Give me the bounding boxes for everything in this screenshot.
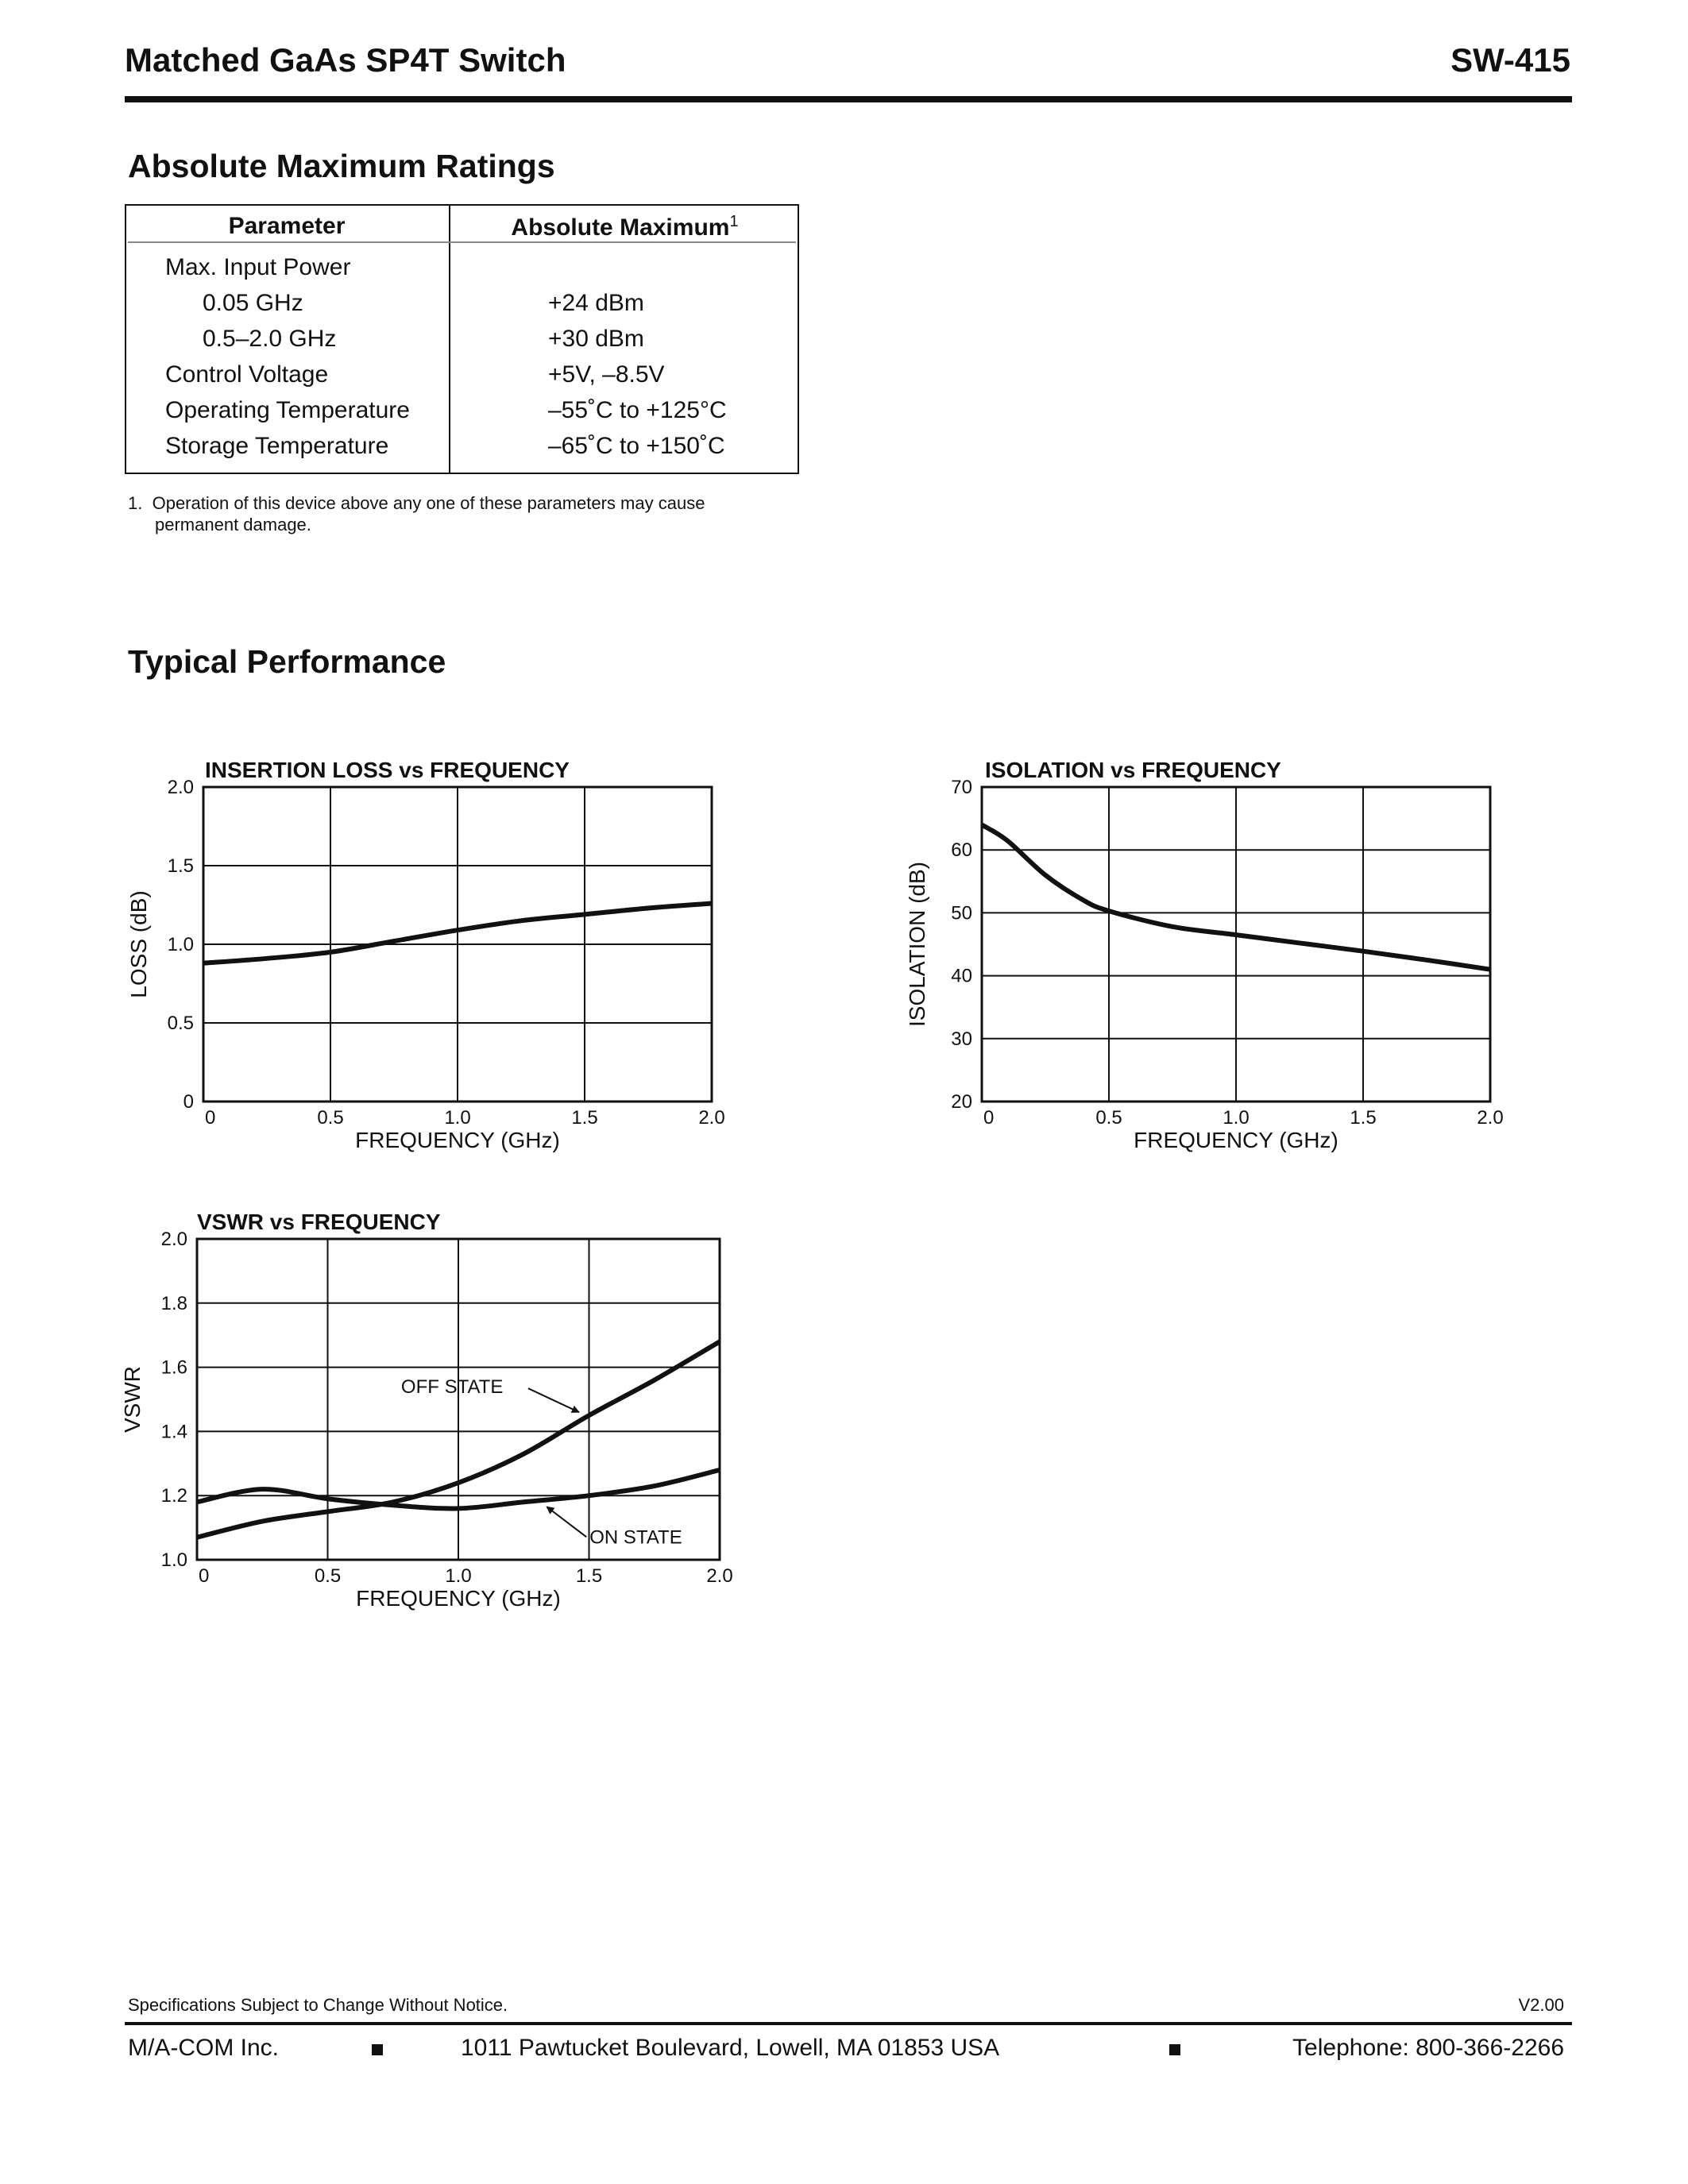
ratings-footnote [128,492,705,535]
ratings-col-parameter: Parameter [228,213,346,239]
bullet-separator [1169,2044,1180,2055]
insertion-loss-chart [111,743,747,1156]
isolation-y-tick-label: 20 [951,1091,972,1113]
insertion-loss-x-tick-label: 0.5 [317,1107,344,1129]
insertion-loss-x-axis-label: FREQUENCY (GHz) [355,1128,560,1152]
vswr-y-tick-label: 1.8 [160,1292,187,1314]
ratings-row-value: –55˚C to +125°C [548,397,727,423]
part-number: SW-415 [1450,41,1570,79]
insertion-loss-y-tick-label: 2.0 [167,777,194,798]
vswr-chart [111,1191,747,1636]
ratings-col-absolute-maximum: Absolute Maximum$^1$ [511,213,739,241]
vswr-y-axis-label: VSWR [120,1366,145,1433]
vswr-x-tick-label: 2.0 [706,1565,733,1587]
vswr-y-tick-label: 1.6 [160,1356,187,1379]
ratings-row-param: Storage Temperature [165,433,389,459]
isolation-chart [890,743,1525,1156]
ratings-row-param: 0.05 GHz [203,290,303,316]
bullet-separator [372,2044,383,2055]
ratings-column-divider [449,204,450,474]
isolation-y-tick-label: 40 [951,965,972,987]
vswr-y-tick-label: 2.0 [160,1229,187,1250]
footer-rule [125,2022,1572,2025]
isolation-x-tick-label: 0 [983,1107,995,1129]
ratings-row-value: +5V, –8.5V [548,361,665,388]
isolation-x-axis-label: FREQUENCY (GHz) [1134,1128,1338,1152]
insertion-loss-y-axis-label: LOSS (dB) [126,890,151,998]
vswr-chart-title: VSWR vs FREQUENCY [197,1210,441,1234]
vswr-x-tick-label: 0 [199,1565,210,1587]
vswr-y-tick-label: 1.2 [160,1485,187,1507]
insertion-loss-x-tick-label: 0 [205,1107,216,1129]
insertion-loss-y-tick-label: 0.5 [167,1013,194,1034]
ratings-row-param: 0.5–2.0 GHz [203,326,337,352]
insertion-loss-x-tick-label: 1.0 [444,1107,471,1129]
footnote-line-2: permanent damage. [155,515,311,534]
isolation-y-tick-label: 60 [951,839,972,862]
insertion-loss-x-tick-label: 1.5 [571,1107,598,1129]
performance-heading: Typical Performance [128,643,446,680]
insertion-loss-chart-title: INSERTION LOSS vs FREQUENCY [205,758,570,782]
annotation-label: ON STATE [589,1526,682,1549]
ratings-row-param: Max. Input Power [165,254,351,280]
insertion-loss-x-tick-label: 2.0 [698,1107,725,1129]
vswr-x-tick-label: 0.5 [314,1565,342,1587]
isolation-x-tick-label: 2.0 [1477,1107,1504,1129]
annotation-arrow [547,1507,586,1537]
isolation-chart-title: ISOLATION vs FREQUENCY [985,758,1281,782]
insertion-loss-y-tick-label: 0 [183,1091,194,1113]
ratings-heading: Absolute Maximum Ratings [128,148,555,184]
version-label: V2.00 [1518,1995,1564,2015]
ratings-row-value: +30 dBm [548,326,644,352]
vswr-y-tick-label: 1.0 [160,1549,187,1571]
document-title: Matched GaAs SP4T Switch [125,41,566,79]
disclaimer: Specifications Subject to Change Without Notice. [128,1995,508,2015]
ratings-row-value: +24 dBm [548,290,644,316]
insertion-loss-y-tick-label: 1.0 [167,934,194,955]
insertion-loss-y-tick-label: 1.5 [167,855,194,877]
vswr-x-tick-label: 1.5 [575,1565,603,1587]
ratings-row-param: Operating Temperature [165,397,410,423]
isolation-x-tick-label: 0.5 [1095,1107,1122,1129]
ratings-row-param: Control Voltage [165,361,329,388]
company-phone: Telephone: 800-366-2266 [1292,2035,1564,2061]
ratings-header-rule [128,241,796,243]
footnote-number: 1. [128,493,143,513]
isolation-x-tick-label: 1.0 [1223,1107,1250,1129]
isolation-y-axis-label: ISOLATION (dB) [905,862,929,1027]
footnote-line-1: Operation of this device above any one of these parameters may cause [152,493,705,513]
vswr-y-tick-label: 1.4 [160,1421,187,1443]
isolation-y-tick-label: 50 [951,902,972,924]
company-address: 1011 Pawtucket Boulevard, Lowell, MA 01853 USA [461,2035,1000,2061]
isolation-x-tick-label: 1.5 [1350,1107,1377,1129]
company-name: M/A-COM Inc. [128,2035,280,2061]
vswr-x-tick-label: 1.0 [445,1565,472,1587]
annotation-label: OFF STATE [400,1376,504,1399]
vswr-x-axis-label: FREQUENCY (GHz) [356,1586,561,1611]
annotation-arrow [528,1388,579,1412]
header-rule [125,96,1572,102]
footnote-marker: 1 [729,213,739,230]
isolation-y-tick-label: 70 [951,777,972,798]
ratings-row-value: –65˚C to +150˚C [548,433,725,459]
isolation-y-tick-label: 30 [951,1028,972,1050]
